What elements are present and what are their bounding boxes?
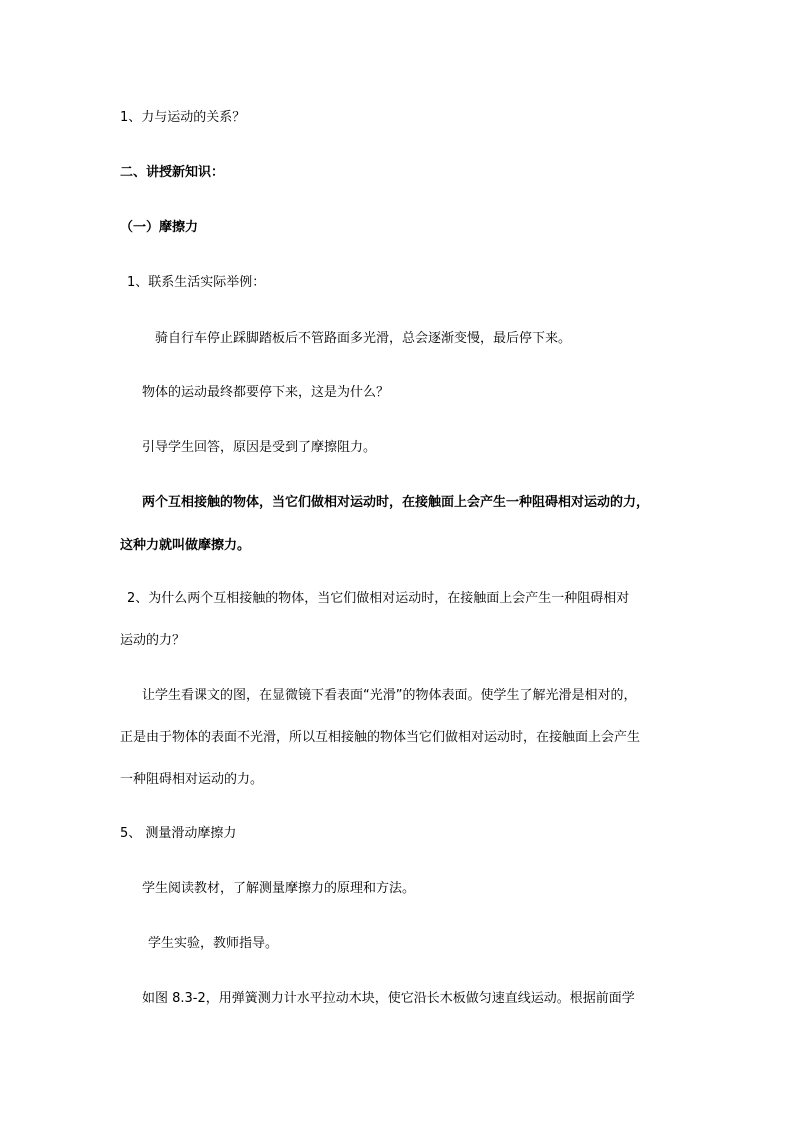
subsection-heading: （一）摩擦力 bbox=[120, 220, 199, 235]
item-1-heading: 1、联系生活实际举例： bbox=[127, 275, 266, 290]
explanation-line-3: 一种阻碍相对运动的力。 bbox=[120, 772, 264, 787]
item-2-line-1: 2、为什么两个互相接触的物体，当它们做相对运动时，在接触面上会产生一种阻碍相对 bbox=[127, 591, 630, 606]
reading-paragraph: 学生阅读教材，了解测量摩擦力的原理和方法。 bbox=[142, 881, 416, 896]
answer-paragraph: 引导学生回答，原因是受到了摩擦阻力。 bbox=[142, 440, 377, 455]
figure-paragraph: 如图 8.3-2，用弹簧测力计水平拉动木块，使它沿长木板做匀速直线运动。根据前面学 bbox=[142, 991, 635, 1006]
experiment-paragraph: 学生实验，教师指导。 bbox=[148, 936, 279, 951]
example-paragraph: 骑自行车停止踩脚踏板后不管路面多光滑，总会逐渐变慢，最后停下来。 bbox=[155, 331, 572, 346]
question-1: 1、力与运动的关系？ bbox=[120, 110, 246, 125]
question-paragraph: 物体的运动最终都要停下来，这是为什么？ bbox=[142, 385, 390, 400]
item-5-heading: 5、 测量滑动摩擦力 bbox=[120, 826, 237, 841]
explanation-line-2: 正是由于物体的表面不光滑，所以互相接触的物体当它们做相对运动时，在接触面上会产生 bbox=[120, 730, 641, 745]
definition-line-1: 两个互相接触的物体，当它们做相对运动时，在接触面上会产生一种阻碍相对运动的力， bbox=[142, 495, 650, 510]
section-heading: 二、讲授新知识： bbox=[120, 165, 225, 180]
item-2-line-2: 运动的力？ bbox=[120, 633, 186, 648]
definition-line-2: 这种力就叫做摩擦力。 bbox=[120, 538, 251, 553]
explanation-line-1: 让学生看课文的图，在显微镜下看表面“光滑”的物体表面。使学生了解光滑是相对的， bbox=[142, 688, 637, 703]
